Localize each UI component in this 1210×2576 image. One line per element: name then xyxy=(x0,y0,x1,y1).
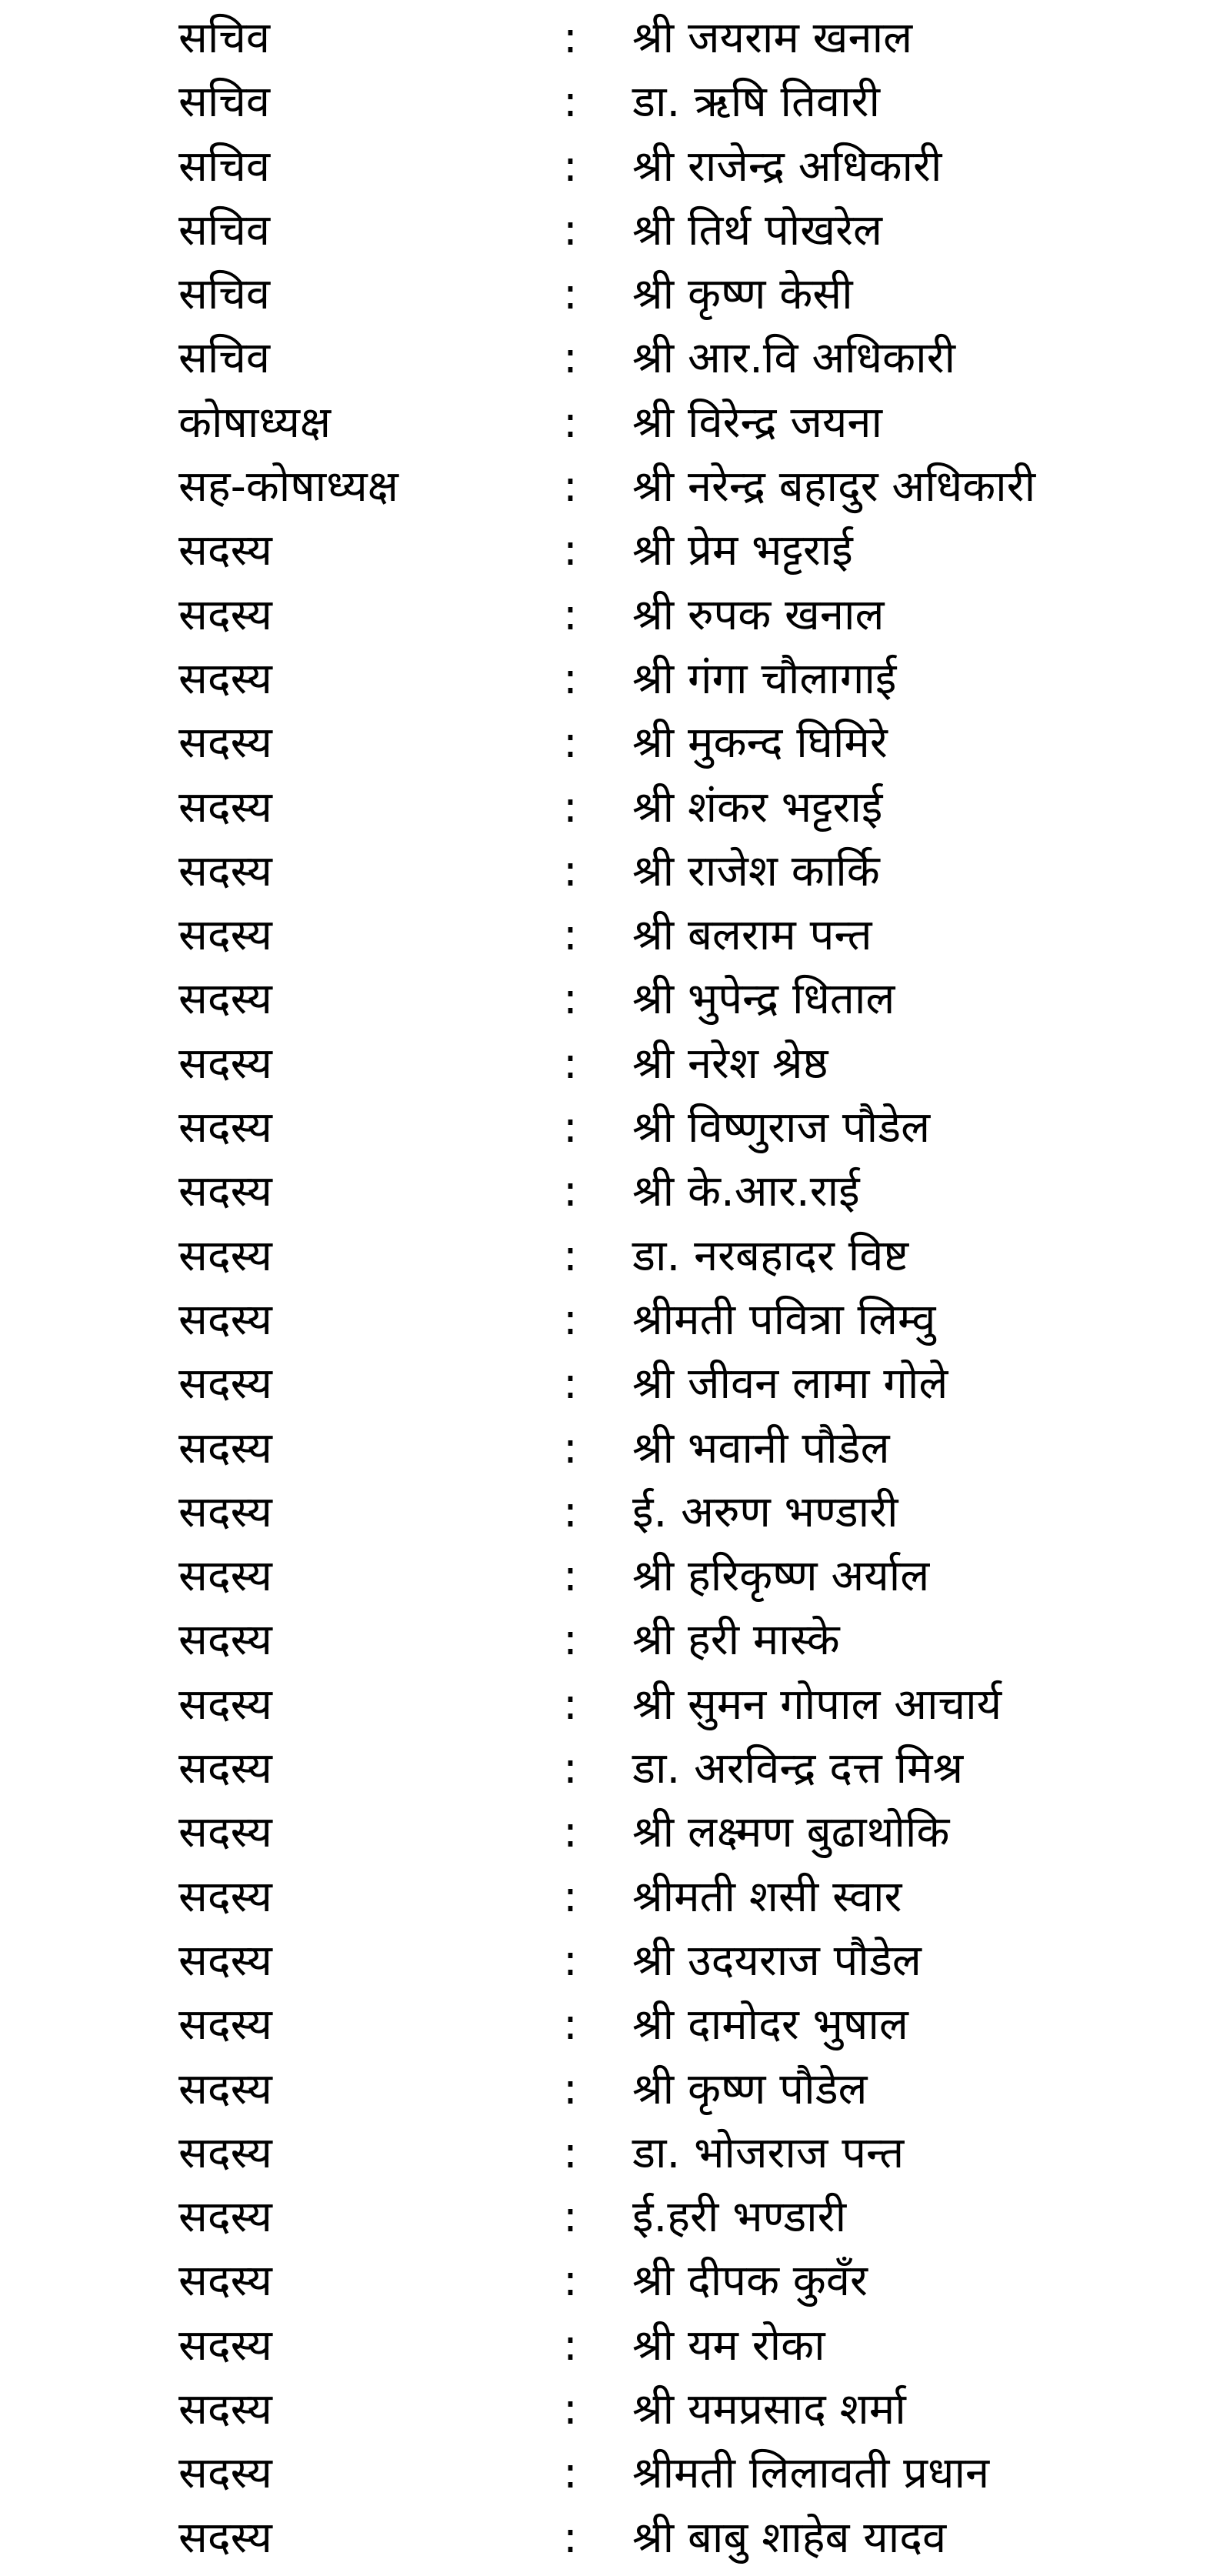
list-item xyxy=(0,903,1210,967)
member-role: सचिव xyxy=(178,13,271,63)
member-list xyxy=(0,6,1210,2570)
list-item xyxy=(0,1096,1210,1160)
member-name: डा. ऋषि तिवारी xyxy=(632,77,880,128)
member-role: सदस्य xyxy=(178,718,272,769)
separator-colon: : xyxy=(563,1294,578,1345)
list-item xyxy=(0,326,1210,390)
member-role: सचिव xyxy=(178,269,271,320)
member-name: श्री सुमन गोपाल आचार्य xyxy=(632,1679,1002,1730)
separator-colon: : xyxy=(563,141,578,192)
list-item xyxy=(0,1160,1210,1223)
member-name: श्री कृष्ण केसी xyxy=(632,269,853,320)
separator-colon: : xyxy=(563,397,578,448)
separator-colon: : xyxy=(563,910,578,961)
member-name: श्रीमती लिलावती प्रधान xyxy=(632,2448,990,2499)
separator-colon: : xyxy=(563,1166,578,1217)
member-role: सदस्य xyxy=(178,2512,272,2563)
member-role: सदस्य xyxy=(178,782,272,833)
member-role: सदस्य xyxy=(178,1423,272,1473)
member-name: श्री दामोदर भुषाल xyxy=(632,2000,908,2050)
member-role: सचिव xyxy=(178,333,271,384)
member-name: श्री विरेन्द्र जयना xyxy=(632,397,882,448)
member-name: डा. अरविन्द्र दत्त मिश्र xyxy=(632,1743,964,1794)
separator-colon: : xyxy=(563,846,578,896)
member-name: श्री हरिकृष्ण अर्याल xyxy=(632,1551,930,1602)
member-role: सदस्य xyxy=(178,1230,272,1281)
separator-colon: : xyxy=(563,2448,578,2499)
separator-colon: : xyxy=(563,1038,578,1089)
member-role: सदस्य xyxy=(178,2448,272,2499)
member-name: श्री जयराम खनाल xyxy=(632,13,913,63)
list-item xyxy=(0,967,1210,1031)
member-name: श्री प्रेम भट्टराई xyxy=(632,526,853,576)
member-name: श्री कृष्ण पौडेल xyxy=(632,2064,868,2114)
separator-colon: : xyxy=(563,2384,578,2434)
list-item xyxy=(0,2377,1210,2441)
member-name: श्री मुकन्द घिमिरे xyxy=(632,718,888,769)
member-name: श्री भवानी पौडेल xyxy=(632,1423,890,1473)
list-item xyxy=(0,1224,1210,1288)
list-item xyxy=(0,1865,1210,1929)
separator-colon: : xyxy=(563,589,578,640)
list-item xyxy=(0,1929,1210,1993)
member-name: श्रीमती पवित्रा लिम्वु xyxy=(632,1294,936,1345)
list-item xyxy=(0,2121,1210,2185)
member-role: सदस्य xyxy=(178,1615,272,1666)
member-name: डा. नरबहादर विष्ट xyxy=(632,1230,909,1281)
list-item xyxy=(0,199,1210,262)
list-item xyxy=(0,1032,1210,1096)
member-role: सदस्य xyxy=(178,2320,272,2371)
separator-colon: : xyxy=(563,974,578,1025)
list-item xyxy=(0,776,1210,839)
list-item xyxy=(0,1480,1210,1544)
list-item xyxy=(0,2506,1210,2570)
separator-colon: : xyxy=(563,2192,578,2243)
member-name: श्री यम रोका xyxy=(632,2320,825,2371)
member-name: श्री आर.वि अधिकारी xyxy=(632,333,955,384)
list-item xyxy=(0,2249,1210,2313)
member-name: श्री बलराम पन्त xyxy=(632,910,872,961)
member-name: श्री राजेन्द्र अधिकारी xyxy=(632,141,942,192)
member-name: श्री लक्ष्मण बुढाथोकि xyxy=(632,1807,950,1858)
member-name: ई. अरुण भण्डारी xyxy=(632,1487,898,1537)
member-role: सचिव xyxy=(178,141,271,192)
separator-colon: : xyxy=(563,1423,578,1473)
member-name: श्री भुपेन्द्र धिताल xyxy=(632,974,895,1025)
member-role: सदस्य xyxy=(178,1679,272,1730)
list-item xyxy=(0,1416,1210,1480)
member-role: सचिव xyxy=(178,205,271,255)
member-role: सदस्य xyxy=(178,2000,272,2050)
member-name: श्री के.आर.राई xyxy=(632,1166,860,1217)
separator-colon: : xyxy=(563,782,578,833)
list-item xyxy=(0,6,1210,70)
list-item xyxy=(0,2057,1210,2121)
separator-colon: : xyxy=(563,77,578,128)
member-role: सदस्य xyxy=(178,1871,272,1922)
list-item xyxy=(0,647,1210,711)
list-item xyxy=(0,583,1210,647)
member-role: सदस्य xyxy=(178,974,272,1025)
member-role: सदस्य xyxy=(178,1935,272,1986)
member-name: श्री विष्णुराज पौडेल xyxy=(632,1103,931,1153)
member-name: श्री बाबु शाहेब यादव xyxy=(632,2512,947,2563)
member-name: श्री नरेश श्रेष्ठ xyxy=(632,1038,828,1089)
member-name: श्री जीवन लामा गोले xyxy=(632,1359,948,1410)
list-item xyxy=(0,1608,1210,1672)
member-name: श्री शंकर भट्टराई xyxy=(632,782,883,833)
member-role: सदस्य xyxy=(178,846,272,896)
separator-colon: : xyxy=(563,1487,578,1537)
separator-colon: : xyxy=(563,462,578,512)
list-item xyxy=(0,1288,1210,1352)
member-role: सदस्य xyxy=(178,526,272,576)
member-name: डा. भोजराज पन्त xyxy=(632,2127,905,2178)
separator-colon: : xyxy=(563,1807,578,1858)
member-role: सदस्य xyxy=(178,2064,272,2114)
member-role: सह-कोषाध्यक्ष xyxy=(178,462,398,512)
list-item xyxy=(0,1544,1210,1608)
member-role: सदस्य xyxy=(178,1038,272,1089)
member-name: श्री गंगा चौलागाई xyxy=(632,653,897,704)
member-name: श्री हरी मास्के xyxy=(632,1615,840,1666)
member-name: श्री नरेन्द्र बहादुर अधिकारी xyxy=(632,462,1036,512)
separator-colon: : xyxy=(563,1551,578,1602)
separator-colon: : xyxy=(563,2320,578,2371)
member-name: श्री यमप्रसाद शर्मा xyxy=(632,2384,906,2434)
member-role: सदस्य xyxy=(178,2127,272,2178)
member-role: सदस्य xyxy=(178,1103,272,1153)
member-name: श्री राजेश कार्कि xyxy=(632,846,880,896)
list-item xyxy=(0,839,1210,903)
separator-colon: : xyxy=(563,653,578,704)
separator-colon: : xyxy=(563,1615,578,1666)
list-item xyxy=(0,262,1210,326)
member-role: सदस्य xyxy=(178,589,272,640)
member-name: ई.हरी भण्डारी xyxy=(632,2192,847,2243)
list-item xyxy=(0,1352,1210,1416)
separator-colon: : xyxy=(563,1935,578,1986)
member-name: श्री उदयराज पौडेल xyxy=(632,1935,922,1986)
separator-colon: : xyxy=(563,2256,578,2307)
member-role: सदस्य xyxy=(178,1743,272,1794)
list-item xyxy=(0,1800,1210,1864)
member-role: सदस्य xyxy=(178,1166,272,1217)
member-name: श्री दीपक कुवँर xyxy=(632,2256,868,2307)
separator-colon: : xyxy=(563,2127,578,2178)
list-item xyxy=(0,455,1210,519)
member-role: सदस्य xyxy=(178,1487,272,1537)
separator-colon: : xyxy=(563,2000,578,2050)
member-role: सदस्य xyxy=(178,1294,272,1345)
list-item xyxy=(0,2185,1210,2249)
member-role: सदस्य xyxy=(178,2192,272,2243)
member-role: सदस्य xyxy=(178,2384,272,2434)
member-role: सदस्य xyxy=(178,1807,272,1858)
member-name: श्रीमती शसी स्वार xyxy=(632,1871,902,1922)
member-role: सदस्य xyxy=(178,1551,272,1602)
member-role: सचिव xyxy=(178,77,271,128)
separator-colon: : xyxy=(563,1103,578,1153)
list-item xyxy=(0,135,1210,199)
separator-colon: : xyxy=(563,1230,578,1281)
list-item xyxy=(0,70,1210,134)
separator-colon: : xyxy=(563,1743,578,1794)
separator-colon: : xyxy=(563,13,578,63)
separator-colon: : xyxy=(563,2512,578,2563)
list-item xyxy=(0,2314,1210,2377)
member-role: सदस्य xyxy=(178,2256,272,2307)
separator-colon: : xyxy=(563,205,578,255)
separator-colon: : xyxy=(563,1679,578,1730)
member-role: कोषाध्यक्ष xyxy=(178,397,332,448)
member-role: सदस्य xyxy=(178,1359,272,1410)
member-role: सदस्य xyxy=(178,653,272,704)
list-item xyxy=(0,391,1210,455)
list-item xyxy=(0,1993,1210,2057)
list-item xyxy=(0,2441,1210,2505)
separator-colon: : xyxy=(563,526,578,576)
separator-colon: : xyxy=(563,1871,578,1922)
separator-colon: : xyxy=(563,1359,578,1410)
member-name: श्री रुपक खनाल xyxy=(632,589,885,640)
list-item xyxy=(0,519,1210,582)
member-name: श्री तिर्थ पोखरेल xyxy=(632,205,882,255)
list-item xyxy=(0,1737,1210,1800)
member-role: सदस्य xyxy=(178,910,272,961)
separator-colon: : xyxy=(563,269,578,320)
separator-colon: : xyxy=(563,2064,578,2114)
separator-colon: : xyxy=(563,333,578,384)
list-item xyxy=(0,711,1210,775)
separator-colon: : xyxy=(563,718,578,769)
list-item xyxy=(0,1673,1210,1737)
